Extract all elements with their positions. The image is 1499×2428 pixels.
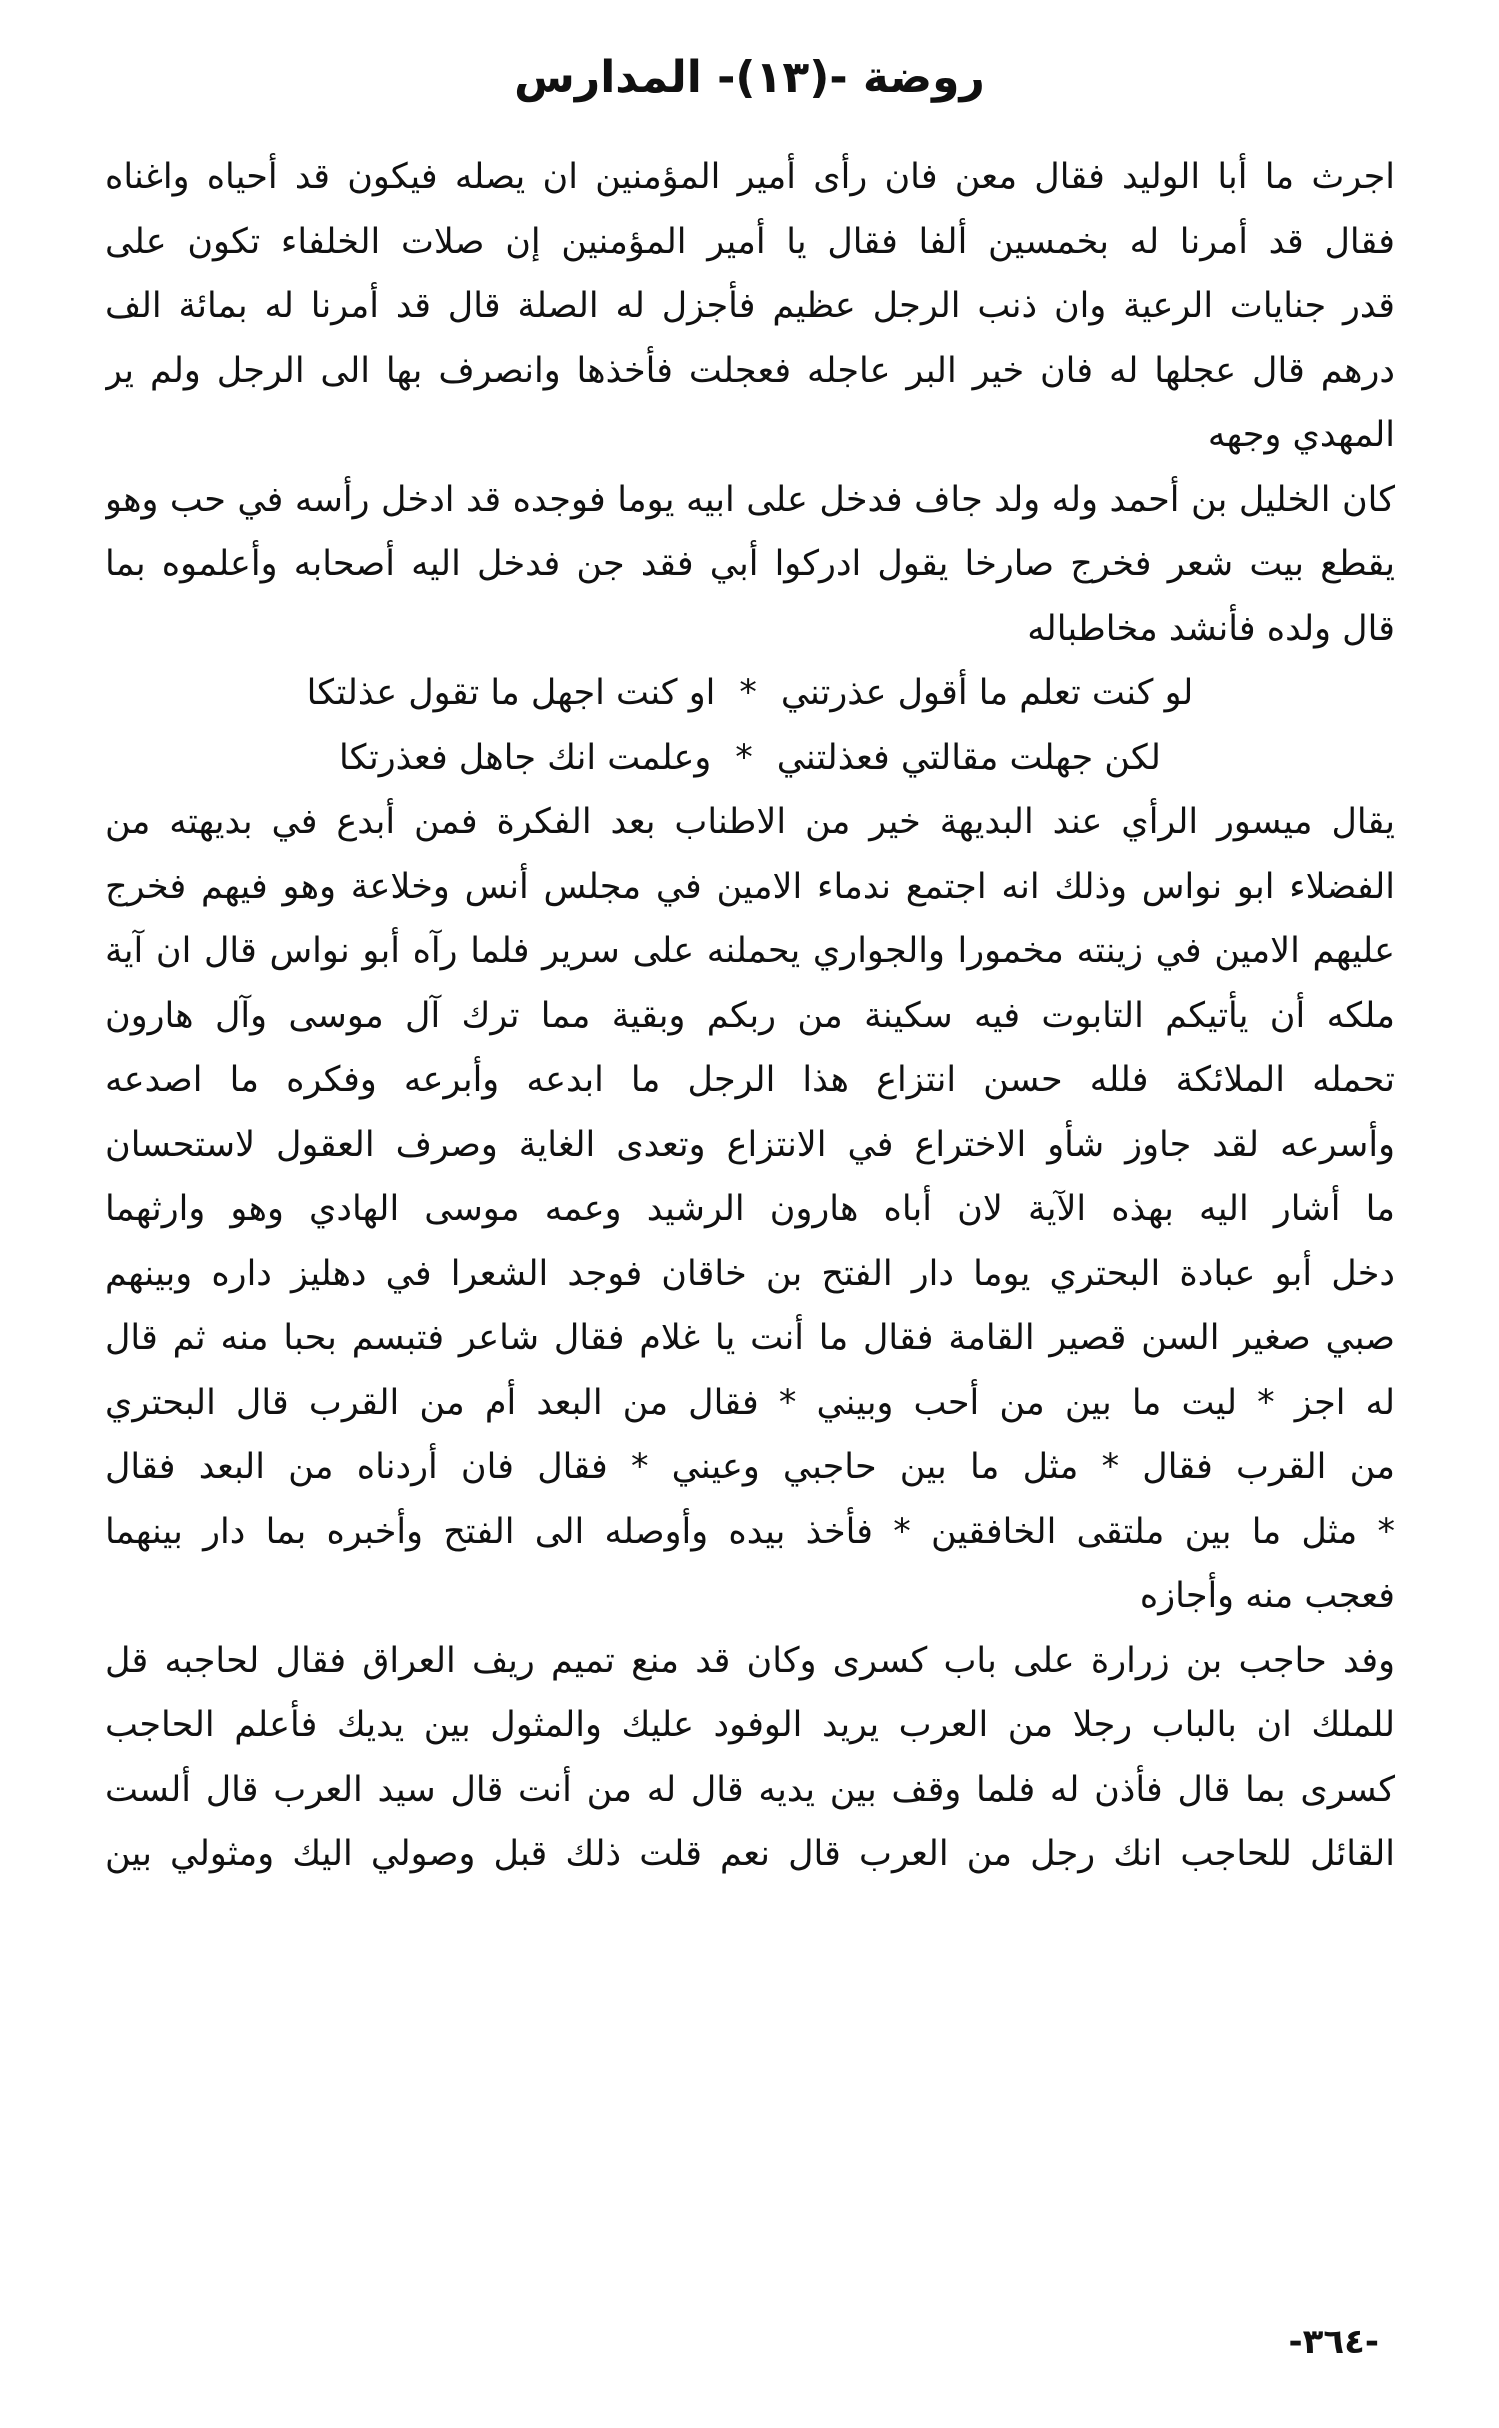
text-line: فعجب منه وأجازه — [1139, 1576, 1395, 1616]
text-line: * مثل ما بين ملتقى الخافقين * فأخذ بيده وأوصله الى الفتح وأخبره بما دار بينهما — [105, 1511, 1395, 1552]
text-line: يقطع بيت شعر فخرج صارخا يقول ادركوا أبي فقد جن فدخل اليه أصحابه وأعلموه بما — [105, 544, 1395, 584]
text-line: وفد حاجب بن زرارة على باب كسرى وكان قد منع تميم ريف العراق فقال لحاجبه قل — [105, 1640, 1395, 1681]
verse-line — [105, 726, 1395, 791]
verse-separator: * — [735, 737, 753, 778]
verse-hemistich: لكن جهلت مقالتي فعذلتني — [776, 737, 1161, 778]
text-line: فقال قد أمرنا له بخمسين ألفا فقال يا أمير المؤمنين إن صلات الخلفاء تكون على — [105, 221, 1395, 262]
text-line: دخل أبو عبادة البحتري يوما دار الفتح بن خاقان فوجد الشعرا في دهليز داره وبينهم — [105, 1253, 1395, 1294]
text-line: الفضلاء ابو نواس وذلك انه اجتمع ندماء الامين في مجلس أنس وخلاعة وهو فيهم فخرج — [105, 866, 1395, 907]
text-line: وأسرعه لقد جاوز شأو الاختراع في الانتزاع وتعدى الغاية وصرف العقول لاستحسان — [105, 1124, 1395, 1165]
text-line: قال ولده فأنشد مخاطباله — [1027, 608, 1395, 649]
text-line: للملك ان بالباب رجلا من العرب يريد الوفود عليك والمثول بين يديك فأعلم الحاجب — [105, 1705, 1395, 1745]
verse-hemistich: وعلمت انك جاهل فعذرتكا — [339, 737, 712, 778]
text-line: عليهم الامين في زينته مخمورا والجواري يحملنه على سرير فلما رآه أبو نواس قال ان آية — [105, 931, 1395, 971]
running-head: روضة -(١٣)- المدارس — [514, 52, 985, 103]
text-line: صبي صغير السن قصير القامة فقال ما أنت يا غلام فقال شاعر فتبسم بحبا منه ثم قال — [105, 1318, 1395, 1358]
text-line: درهم قال عجلها له فان خير البر عاجله فعجلت فأخذها وانصرف بها الى الرجل ولم ير — [105, 350, 1395, 391]
text-line: قدر جنايات الرعية وان ذنب الرجل عظيم فأجزل له الصلة قال قد أمرنا له بمائة الف — [105, 286, 1395, 326]
text-line: من القرب فقال * مثل ما بين حاجبي وعيني * فقال فان أردناه من البعد فقال — [105, 1447, 1395, 1487]
verse-hemistich: لو كنت تعلم ما أقول عذرتني — [780, 673, 1194, 713]
text-line: كان الخليل بن أحمد وله ولد جاف فدخل على ابيه يوما فوجده قد ادخل رأسه في حب وهو — [105, 479, 1395, 520]
text-line: القائل للحاجب انك رجل من العرب قال نعم قلت ذلك قبل وصولي اليك ومثولي بين — [105, 1834, 1395, 1874]
body-text — [105, 145, 1395, 1887]
verse-line — [105, 661, 1395, 726]
text-line: المهدي وجهه — [1207, 415, 1395, 455]
text-line: تحمله الملائكة فلله حسن انتزاع هذا الرجل ما ابدعه وأبرعه وفكره ما اصدعه — [105, 1060, 1395, 1100]
text-line: كسرى بما قال فأذن له فلما وقف بين يديه قال له من أنت قال سيد العرب قال ألست — [105, 1769, 1395, 1810]
text-line: له اجز * ليت ما بين من أحب وبيني * فقال من البعد أم من القرب قال البحتري — [105, 1382, 1395, 1423]
verse-hemistich: او كنت اجهل ما تقول عذلتكا — [306, 673, 716, 713]
text-line: ما أشار اليه بهذه الآية لان أباه هارون الرشيد وعمه موسى الهادي وهو وارثهما — [105, 1189, 1395, 1229]
page-number: -٣٦٤- — [1288, 2322, 1379, 2362]
verse-separator: * — [739, 673, 757, 713]
text-line: اجرث ما أبا الوليد فقال معن فان رأى أمير المؤمنين ان يصله فيكون قد أحياه واغناه — [105, 157, 1395, 197]
text-line: ملكه أن يأتيكم التابوت فيه سكينة من ربكم وبقية مما ترك آل موسى وآل هارون — [105, 995, 1395, 1036]
text-line: يقال ميسور الرأي عند البديهة خير من الاطناب بعد الفكرة فمن أبدع في بديهته من — [105, 802, 1395, 842]
